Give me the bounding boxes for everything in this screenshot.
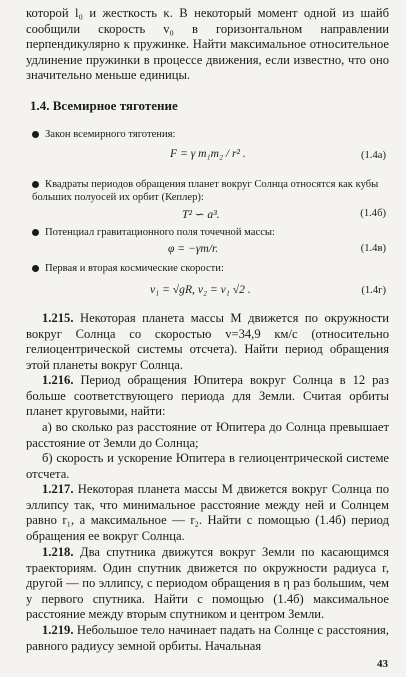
bullet-icon [32,229,39,236]
law-item-1 [32,128,386,141]
formula-1-4a: F = γ m₁m₂ / r² . [170,147,246,160]
problem-1-215: 1.215. Некоторая планета массы M движется по окружности вокруг Солнца со скоростью v=34,9 км/с (относительно гелиоцентрической системы отсчета). Найти период обращения этой планеты вокруг Солнца. [26,311,389,372]
law-text: Первая и вторая космические скорости: [45,263,224,274]
equation-tag: (1.4а) [361,150,386,161]
law-text: Потенциал гравитационного поля точечной массы: [45,227,275,238]
bullet-icon [32,181,39,188]
formula-1-4v: φ = −γm/r. [168,242,219,255]
law-text: Квадраты периодов обращения планет вокруг Солнца относятся как кубы больших полуосей их орбит (Кеплер): [32,179,379,204]
page-number: 43 [377,658,388,670]
law-item-2 [32,178,386,205]
law-item-3 [32,226,386,239]
law-text: Закон всемирного тяготения: [45,129,176,140]
section-title: 1.4. Всемирное тяготение [30,98,178,113]
bullet-icon [32,265,39,272]
problem-1-218: 1.218. Два спутника движутся вокруг Земли по касающимся траекториям. Один спутник движется по окружности радиуса r, другой — по эллипсу, с периодом обращения в η раз большим, чем у первого спутника. Найти с помощью (1.4б) максимальное расстояние между вторым спутником и центром Земли. [26,545,389,622]
problem-1-219: 1.219. Небольшое тело начинает падать на Солнце с расстояния, равного радиусу земной орбиты. Начальная [26,623,389,653]
law-item-4 [32,262,386,275]
problem-1-216: 1.216. Период обращения Юпитера вокруг Солнца в 12 раз больше соответствующего периода для Земли. Считая орбиты планет круговыми, найти: [26,373,389,419]
equation-tag: (1.4в) [360,243,386,254]
equation-tag: (1.4б) [360,208,386,219]
formula-1-4g: v₁ = √gR, v₂ = v₁ √2 . [150,283,251,296]
intro-paragraph: которой l₀ и жесткость κ. В некоторый момент одной из шайб сообщили скорость v₀ в горизонтальном направлении перпендикулярно к пружинке. Найти максимальное относительное удлинение пружинки в процессе движения, если известно, что оно значительно меньше единицы. [26,6,389,83]
problem-1-217: 1.217. Некоторая планета массы M движется вокруг Солнца по эллипсу так, что минимальное расстояние между ней и Солнцем равно r₁, а максимальное — r₂. Найти с помощью (1.4б) период обращения ее вокруг Солнца. [26,482,389,543]
bullet-icon [32,131,39,138]
problem-1-216-b: б) скорость и ускорение Юпитера в гелиоцентрической системе отсчета. [26,451,389,481]
formula-1-4b: T² ∽ a³. [182,208,220,221]
equation-tag: (1.4г) [361,285,386,296]
problem-1-216-a: а) во сколько раз расстояние от Юпитера до Солнца превышает расстояние от Земли до Солнца; [26,420,389,450]
